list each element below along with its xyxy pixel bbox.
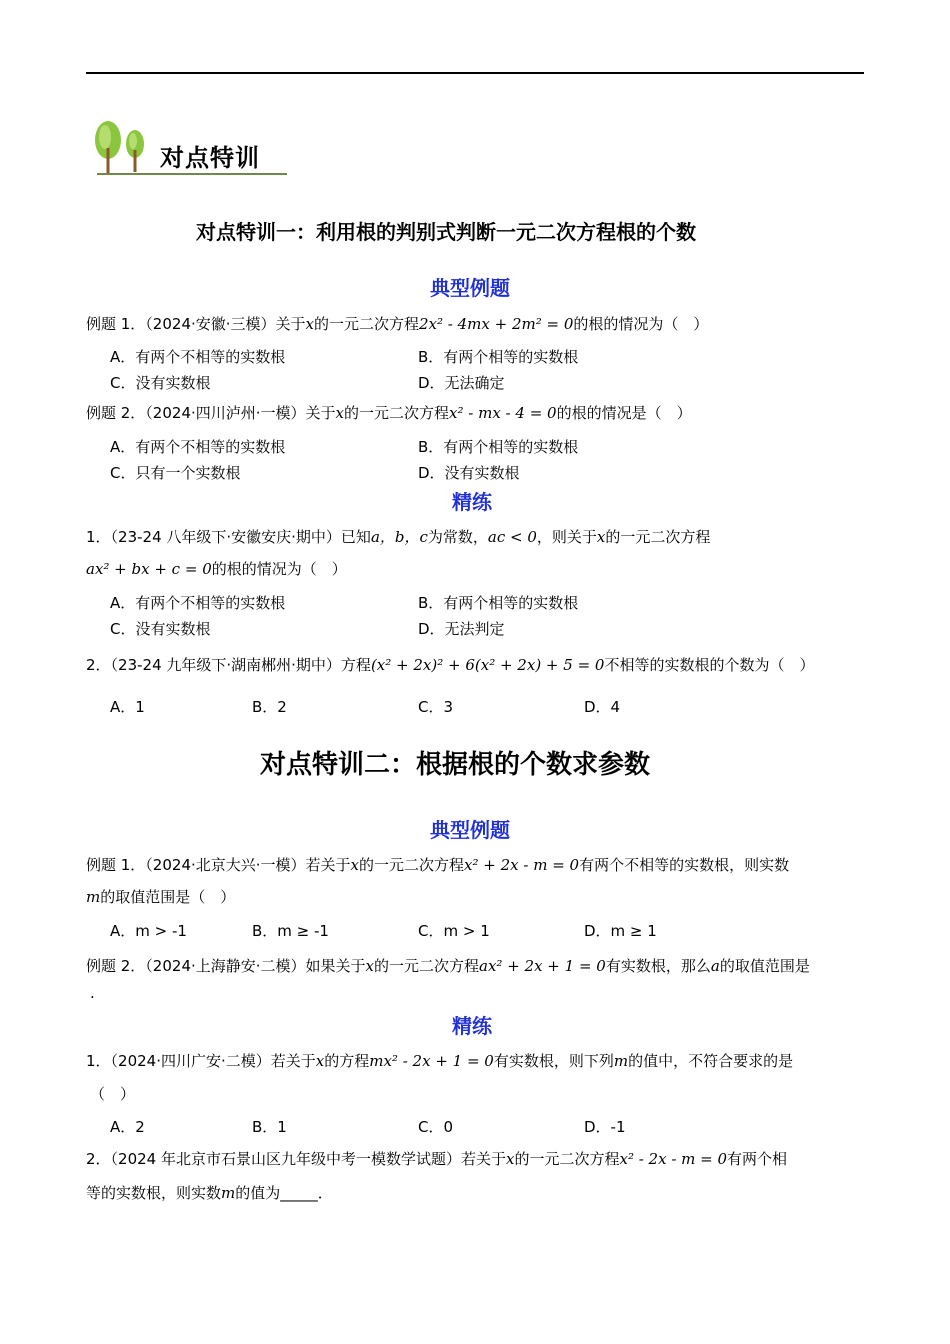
s2-p1-option-c: C．0 bbox=[418, 1118, 454, 1136]
s1-ex2-option-a: A．有两个不相等的实数根 bbox=[110, 438, 286, 456]
s1-p2-question: 2．（23-24 九年级下·湖南郴州·期中）方程(x² + 2x)² + 6(x² + 2x) + 5 = 0不相等的实数根的个数为（ ） bbox=[86, 656, 815, 674]
s2-p2-question-line2: 等的实数根，则实数m的值为_____． bbox=[86, 1184, 333, 1202]
s2-p1-question-line2: （ ） bbox=[90, 1085, 136, 1103]
s1-p1-option-c: C．没有实数根 bbox=[110, 620, 211, 638]
s1-p1-question-line2: ax² + bx + c = 0的根的情况为（ ） bbox=[86, 560, 347, 578]
section1-practice-label: 精练 bbox=[452, 490, 492, 514]
s2-p1-option-b: B．1 bbox=[252, 1118, 287, 1136]
s2-ex1-question-line2: m的取值范围是（ ） bbox=[86, 888, 236, 906]
s1-p2-option-a: A．1 bbox=[110, 698, 145, 716]
s2-p2-question: 2．（2024 年北京市石景山区九年级中考一模数学试题）若关于x的一元二次方程x² - 2x - m = 0有两个相 bbox=[86, 1150, 788, 1168]
s2-ex1-option-d: D．m ≥ 1 bbox=[584, 922, 657, 940]
s1-ex2-option-c: C．只有一个实数根 bbox=[110, 464, 241, 482]
badge-underline bbox=[97, 173, 287, 175]
s1-ex2-option-d: D．没有实数根 bbox=[418, 464, 520, 482]
s2-ex2-answer-blank: . bbox=[90, 984, 95, 1002]
s1-ex1-option-d: D．无法确定 bbox=[418, 374, 505, 392]
s1-ex2-option-b: B．有两个相等的实数根 bbox=[418, 438, 579, 456]
s1-ex2-question: 例题 2．（2024·四川泸州·一模）关于x的一元二次方程x² - mx - 4 = 0的根的情况是（ ） bbox=[86, 404, 692, 422]
s2-p1-option-d: D．-1 bbox=[584, 1118, 626, 1136]
header-rule bbox=[86, 72, 864, 74]
s2-ex1-option-b: B．m ≥ -1 bbox=[252, 922, 329, 940]
section2-typical-label: 典型例题 bbox=[430, 818, 510, 842]
s1-p1-option-d: D．无法判定 bbox=[418, 620, 505, 638]
s2-ex1-option-a: A．m > -1 bbox=[110, 922, 187, 940]
section2-practice-label: 精练 bbox=[452, 1014, 492, 1038]
section1-typical-label: 典型例题 bbox=[430, 276, 510, 300]
s2-p1-question: 1．（2024·四川广安·二模）若关于x的方程mx² - 2x + 1 = 0有实数根，则下列m的值中，不符合要求的是 bbox=[86, 1052, 794, 1070]
section2-title: 对点特训二：根据根的个数求参数 bbox=[260, 750, 651, 780]
s1-ex1-option-c: C．没有实数根 bbox=[110, 374, 211, 392]
s1-p2-option-b: B．2 bbox=[252, 698, 287, 716]
s1-p1-option-b: B．有两个相等的实数根 bbox=[418, 594, 579, 612]
s2-ex1-question: 例题 1．（2024·北京大兴·一模）若关于x的一元二次方程x² + 2x - m = 0有两个不相等的实数根，则实数 bbox=[86, 856, 790, 874]
s1-ex1-question: 例题 1．（2024·安徽·三模）关于x的一元二次方程2x² - 4mx + 2m² = 0的根的情况为（ ） bbox=[86, 315, 709, 333]
s1-p2-option-c: C．3 bbox=[418, 698, 454, 716]
section1-title: 对点特训一：利用根的判别式判断一元二次方程根的个数 bbox=[196, 220, 696, 244]
s1-ex1-option-a: A．有两个不相等的实数根 bbox=[110, 348, 286, 366]
s1-p1-option-a: A．有两个不相等的实数根 bbox=[110, 594, 286, 612]
section-badge: 对点特训 bbox=[160, 144, 260, 172]
s1-p1-question: 1．（23-24 八年级下·安徽安庆·期中）已知a，b，c为常数，ac < 0，则关于x的一元二次方程 bbox=[86, 528, 711, 546]
s2-ex1-option-c: C．m > 1 bbox=[418, 922, 490, 940]
s1-p2-option-d: D．4 bbox=[584, 698, 621, 716]
s2-ex2-question: 例题 2．（2024·上海静安·二模）如果关于x的一元二次方程ax² + 2x + 1 = 0有实数根，那么a的取值范围是 bbox=[86, 957, 810, 975]
s1-ex1-option-b: B．有两个相等的实数根 bbox=[418, 348, 579, 366]
s2-p1-option-a: A．2 bbox=[110, 1118, 145, 1136]
